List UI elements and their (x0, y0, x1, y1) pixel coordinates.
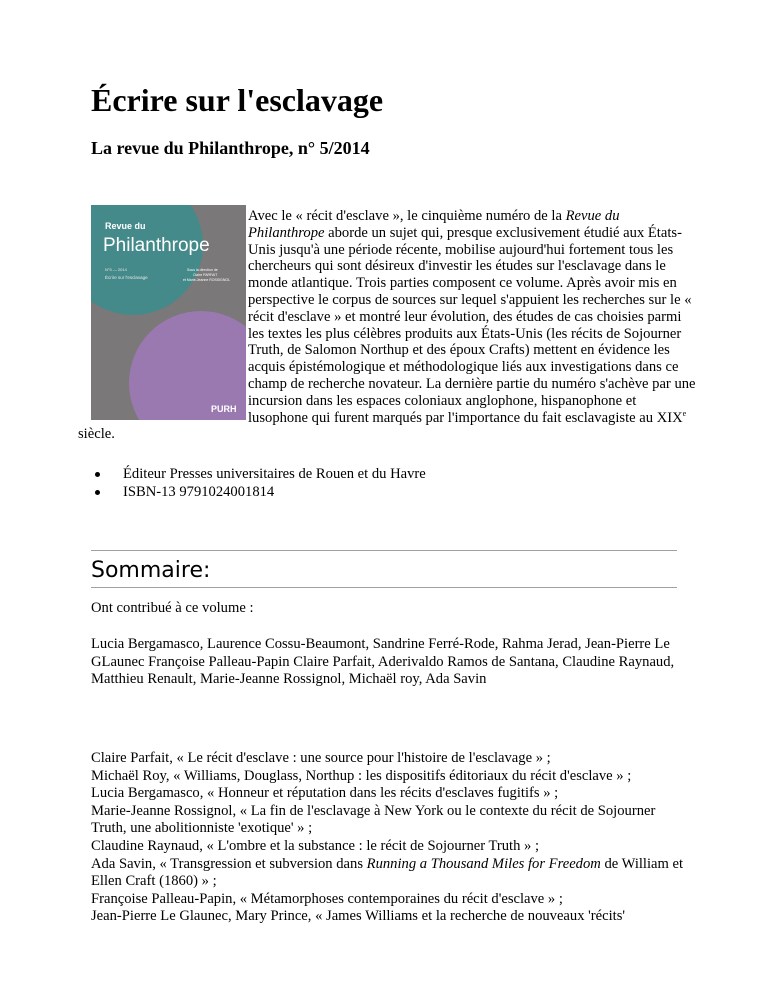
cover-brand-small: Revue du (105, 221, 146, 231)
cover-issue-title: Écrire sur l'esclavage (105, 275, 148, 280)
meta-isbn: ISBN-13 9791024001814 (91, 483, 426, 501)
contributors-list: Lucia Bergamasco, Laurence Cossu-Beaumont, Sandrine Ferré-Rode, Rahma Jerad, Jean-Pierre Le GLaunec Françoise Palleau-Papin Claire Parfait, Aderivaldo Ramos de Santana, Claudine Raynaud, Matthieu Renault, Marie-Jeanne Rossignol, Michaël roy, Ada Savin (91, 636, 675, 687)
toc-entry: Claire Parfait, « Le récit d'esclave : une source pour l'histoire de l'esclavage » ; (91, 750, 551, 766)
cover-brand-big: Philanthrope (103, 235, 210, 256)
intro-text-2: aborde un sujet qui, presque exclusivement étudié aux États-Unis jusqu'à une période récente, mobilise aujourd'hui fortement tous les chercheurs qui sont désireux d'investir les études sur l'esclavage dans le monde atlantique. Trois parties composent ce volume. Après avoir mis en perspective le corpus de sources sur lequel s'appuient les recherches sur le « récit d'esclave » et montré leur évolution, des études de cas choisies parmi les textes les plus célèbres produits aux États-Unis (les récits de Sojourner Truth, de Salomon Northup et des époux Crafts) mettent en évidence les acquis épistémologique et méthodologique liés aux investigations dans ce champ de recherche novateur. La dernière partie du numéro s'achève par une incursion dans les espaces coloniaux anglophone, hispanophone et lusophone qui furent marqués par l'importance du fait esclavagiste au XIX (248, 224, 696, 426)
intro-text-3: siècle. (78, 426, 115, 443)
table-of-contents (91, 750, 691, 926)
cover-issue: N°5 — 2014 (105, 267, 127, 272)
toc-entry: Claudine Raynaud, « L'ombre et la substance : le récit de Sojourner Truth » ; (91, 837, 540, 854)
toc-entry: Lucia Bergamasco, « Honneur et réputation dans les récits d'esclaves fugitifs » ; (91, 785, 559, 802)
cover-editors-line3: et Marie-Jeanne ROSSIGNOL (183, 278, 231, 282)
section-divider-top (91, 550, 677, 551)
bullet-icon (95, 472, 100, 477)
contributors-label: Ont contribué à ce volume : (91, 600, 254, 616)
cover-publisher-logo: PURH (211, 404, 237, 414)
book-title-italic: Running a Thousand Miles for Freedom (366, 855, 601, 872)
cover-editors-line2: Claire PARFAIT (193, 273, 218, 277)
toc-entry: Ada Savin, « Transgression et subversion dans Running a Thousand Miles for Freedom de William et Ellen Craft (1860) » ; (91, 855, 684, 890)
toc-entry: Françoise Palleau-Papin, « Métamorphoses contemporaines du récit d'esclave » ; (91, 890, 563, 907)
book-meta-list (91, 465, 426, 501)
bullet-icon (95, 490, 100, 495)
meta-publisher: Éditeur Presses universitaires de Rouen et du Havre (91, 465, 426, 483)
section-divider-bottom (91, 587, 677, 588)
toc-entry: Michaël Roy, « Williams, Douglass, Northup : les dispositifs éditoriaux du récit d'esclave » ; (91, 767, 632, 784)
page-title: Écrire sur l'esclavage (91, 82, 384, 118)
page-subtitle: La revue du Philanthrope, n° 5/2014 (91, 138, 370, 158)
intro-paragraph (78, 208, 698, 443)
toc-entry: Marie-Jeanne Rossignol, « La fin de l'esclavage à New York ou le contexte du récit de Sojourner Truth, une abolitionniste 'exotique' » ; (91, 802, 656, 837)
cover-editors-line1: Sous la direction de (187, 268, 218, 272)
intro-journal-title: Revue du Philanthrope (248, 208, 620, 241)
toc-entry: Jean-Pierre Le Glaunec, Mary Prince, « James Williams et la recherche de nouveaux 'récits' (91, 908, 626, 925)
sommaire-heading: Sommaire: (91, 558, 211, 583)
intro-text-1: Avec le « récit d'esclave », le cinquième numéro de la (248, 208, 566, 224)
intro-century-sup: e (682, 408, 687, 418)
